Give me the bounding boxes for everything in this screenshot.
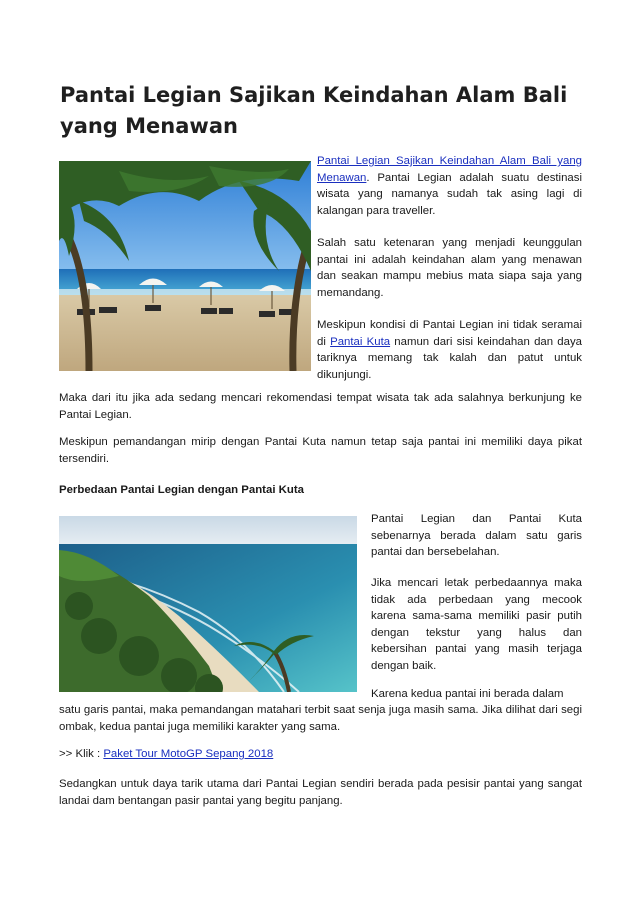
title-link[interactable]: Pantai Legian Sajikan Keindahan Alam Bali yang Menawan xyxy=(317,155,582,184)
motogp-tour-link[interactable]: Paket Tour MotoGP Sepang 2018 xyxy=(103,748,274,760)
klik-prefix: >> Klik : xyxy=(59,748,104,760)
coastline-aerial-image xyxy=(59,516,357,692)
paragraph-daya-tarik: Sedangkan untuk daya tarik utama dari Pantai Legian sendiri berada pada pesisir pantai yang sangat landai dam bentangan pasir pantai yang begitu panjang. xyxy=(59,778,582,807)
beach-umbrellas-image xyxy=(59,161,311,371)
intro-text: . Pantai Legian adalah suatu destinasi wisata yang namanya sudah tak asing lagi di kalangan para traveller. xyxy=(317,171,582,217)
para3-after: namun dari sisi keindahan dan daya tariknya memang tak kalah dan patut untuk dikunjungi. xyxy=(317,335,583,381)
klik-line xyxy=(59,746,582,763)
pantai-kuta-link[interactable]: Pantai Kuta xyxy=(330,335,391,348)
paragraph-perbedaan: Jika mencari letak perbedaannya maka tidak ada perbedaan yang mecook karena sama-sama memiliki pasir putih dengan tekstur yang halus dan kebersihan pantai yang masih terjaga dengan baik. xyxy=(371,577,582,672)
intro-paragraph xyxy=(317,153,582,219)
paragraph-daya-pikat: Meskipun pemandangan mirip dengan Pantai Kuta namun tetap saja pantai ini memiliki daya pikat tersendiri. xyxy=(59,436,582,465)
paragraph-rekomendasi: Maka dari itu jika ada sedang mencari rekomendasi tempat wisata tak ada salahnya berkunjung ke Pantai Legian. xyxy=(59,392,582,421)
para3-before: Meskipun kondisi di Pantai Legian ini tidak seramai di xyxy=(317,319,582,348)
section-heading: Perbedaan Pantai Legian dengan Pantai Kuta xyxy=(59,484,304,496)
paragraph-karena-rest: satu garis pantai, maka pemandangan matahari terbit saat senja juga masih sama. Jika dilihat dari segi ombak, kedua pantai juga memiliki karakter yang sama. xyxy=(59,704,582,733)
paragraph-bersebelahan: Pantai Legian dan Pantai Kuta sebenarnya berada dalam satu garis pantai dan bersebelahan. xyxy=(371,513,582,559)
paragraph-keunggulan: Salah satu ketenaran yang menjadi keunggulan pantai ini adalah keindahan alam yang menawan dan seakan mampu mebius mata siapa saja yang memandang. xyxy=(317,237,582,299)
paragraph-kondisi xyxy=(317,317,582,383)
page-title: Pantai Legian Sajikan Keindahan Alam Bali yang Menawan xyxy=(60,83,568,138)
paragraph-karena-first: Karena kedua pantai ini berada dalam xyxy=(371,688,564,700)
